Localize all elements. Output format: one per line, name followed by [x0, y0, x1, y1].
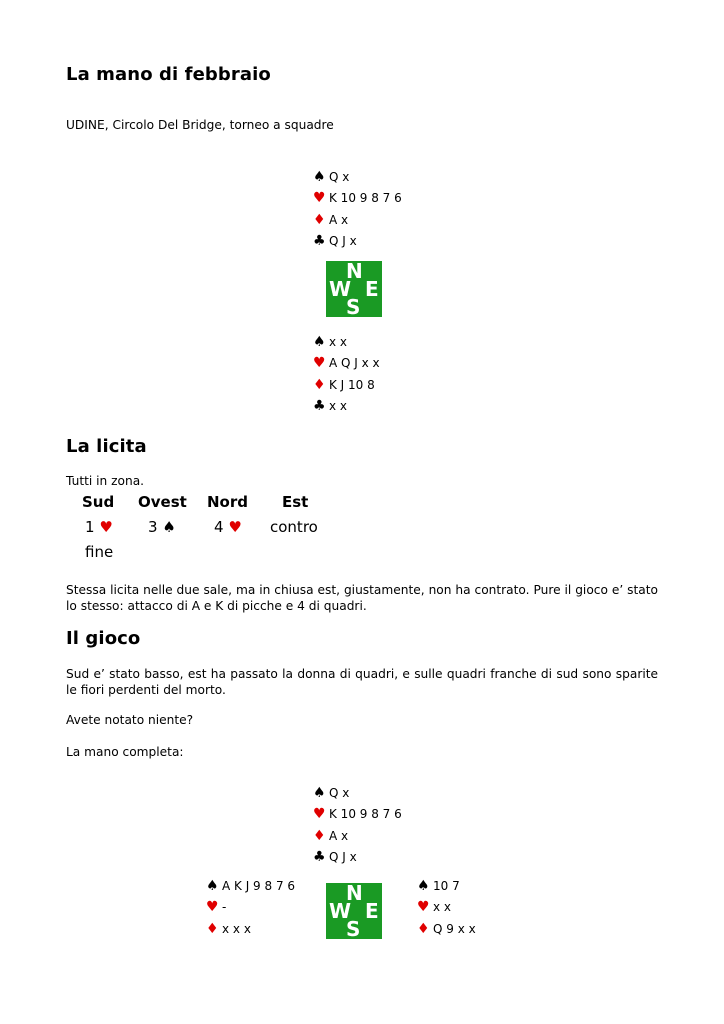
spades-row — [313, 166, 402, 188]
spades-row — [417, 875, 476, 897]
diamonds-cards: A x — [329, 828, 349, 843]
club-icon: ♣ — [313, 233, 326, 250]
bid-header-nord: Nord — [207, 493, 248, 511]
heart-icon: ♥ — [99, 518, 113, 536]
diamond-icon: ♦ — [206, 920, 219, 937]
bid-nord-1 — [214, 518, 242, 536]
diamond-icon: ♦ — [313, 211, 326, 228]
heart-icon: ♥ — [228, 518, 242, 536]
heart-icon: ♥ — [313, 806, 326, 823]
bidding-heading: La licita — [66, 436, 147, 457]
compass-icon — [326, 261, 382, 317]
club-icon: ♣ — [313, 849, 326, 866]
clubs-cards: x x — [329, 399, 348, 414]
diamond-icon: ♦ — [313, 827, 326, 844]
play-paragraph-2: Avete notato niente? — [66, 713, 194, 727]
hearts-row — [313, 353, 380, 375]
clubs-cards: Q J x — [329, 850, 357, 865]
bid-est-1: contro — [270, 518, 318, 536]
hearts-cards: K 10 9 8 7 6 — [329, 191, 402, 206]
bid-level: 1 — [85, 518, 95, 536]
hearts-row — [313, 188, 402, 210]
bid-level: 3 — [148, 518, 158, 536]
diamond-icon: ♦ — [313, 376, 326, 393]
clubs-row — [313, 847, 402, 869]
diamond-icon: ♦ — [417, 920, 430, 937]
spades-row — [313, 782, 402, 804]
spade-icon: ♠ — [162, 518, 176, 536]
heart-icon: ♥ — [313, 190, 326, 207]
compass-n: N — [346, 881, 363, 905]
clubs-row — [313, 396, 380, 418]
diamonds-row — [417, 918, 476, 940]
diamonds-row — [313, 209, 402, 231]
spades-row — [206, 875, 295, 897]
diamonds-row — [206, 918, 295, 940]
bid-header-ovest: Ovest — [138, 493, 187, 511]
heart-icon: ♥ — [313, 355, 326, 372]
hearts-cards: K 10 9 8 7 6 — [329, 807, 402, 822]
bid-level: 4 — [214, 518, 224, 536]
bidding-comment: Stessa licita nelle due sale, ma in chiusa est, giustamente, non ha contrato. Pure il gioco e’ stato lo stesso: attacco di A e K di picche e 4 di quadri. — [66, 583, 658, 613]
hearts-cards: - — [222, 900, 227, 915]
event-location: UDINE, Circolo Del Bridge, torneo a squadre — [66, 118, 334, 132]
bid-header-sud: Sud — [82, 493, 115, 511]
compass-w: W — [329, 899, 352, 923]
compass-n: N — [346, 259, 363, 283]
compass-e: E — [365, 277, 379, 301]
page-title: La mano di febbraio — [66, 64, 271, 85]
compass-s: S — [346, 917, 361, 941]
play-paragraph-1: Sud e’ stato basso, est ha passato la donna di quadri, e sulle quadri franche di sud sono sparite le fiori perdenti del morto. — [66, 667, 658, 697]
spade-icon: ♠ — [313, 784, 326, 801]
diamonds-row — [313, 374, 380, 396]
spades-row — [313, 331, 380, 353]
diamonds-cards: K J 10 8 — [329, 377, 375, 392]
spade-icon: ♠ — [206, 877, 219, 894]
bid-ovest-1 — [148, 518, 176, 536]
hand1-south — [313, 331, 380, 417]
spades-cards: 10 7 — [433, 878, 460, 893]
spades-cards: Q x — [329, 785, 350, 800]
spades-cards: x x — [329, 334, 348, 349]
hearts-cards: x x — [433, 900, 452, 915]
heart-icon: ♥ — [417, 899, 430, 916]
spade-icon: ♠ — [313, 333, 326, 350]
spades-cards: A K J 9 8 7 6 — [222, 878, 296, 893]
hearts-row — [206, 897, 295, 919]
spades-cards: Q x — [329, 169, 350, 184]
compass-icon — [326, 883, 382, 939]
hearts-row — [313, 804, 402, 826]
play-heading: Il gioco — [66, 628, 141, 649]
bid-sud-1 — [85, 518, 113, 536]
hand2-east — [417, 875, 476, 940]
bid-sud-2: fine — [85, 543, 114, 561]
diamonds-cards: x x x — [222, 921, 251, 936]
hand2-north — [313, 782, 402, 868]
spade-icon: ♠ — [417, 877, 430, 894]
spade-icon: ♠ — [313, 168, 326, 185]
play-paragraph-3: La mano completa: — [66, 745, 184, 759]
compass-w: W — [329, 277, 352, 301]
vulnerability: Tutti in zona. — [66, 474, 145, 488]
compass-s: S — [346, 295, 361, 319]
hand1-north — [313, 166, 402, 252]
bid-header-est: Est — [282, 493, 309, 511]
diamonds-row — [313, 825, 402, 847]
diamonds-cards: Q 9 x x — [433, 921, 476, 936]
heart-icon: ♥ — [206, 899, 219, 916]
clubs-cards: Q J x — [329, 234, 357, 249]
club-icon: ♣ — [313, 398, 326, 415]
hearts-cards: A Q J x x — [329, 356, 380, 371]
clubs-row — [313, 231, 402, 253]
hand2-west — [206, 875, 295, 940]
diamonds-cards: A x — [329, 212, 349, 227]
compass-e: E — [365, 899, 379, 923]
hearts-row — [417, 897, 476, 919]
